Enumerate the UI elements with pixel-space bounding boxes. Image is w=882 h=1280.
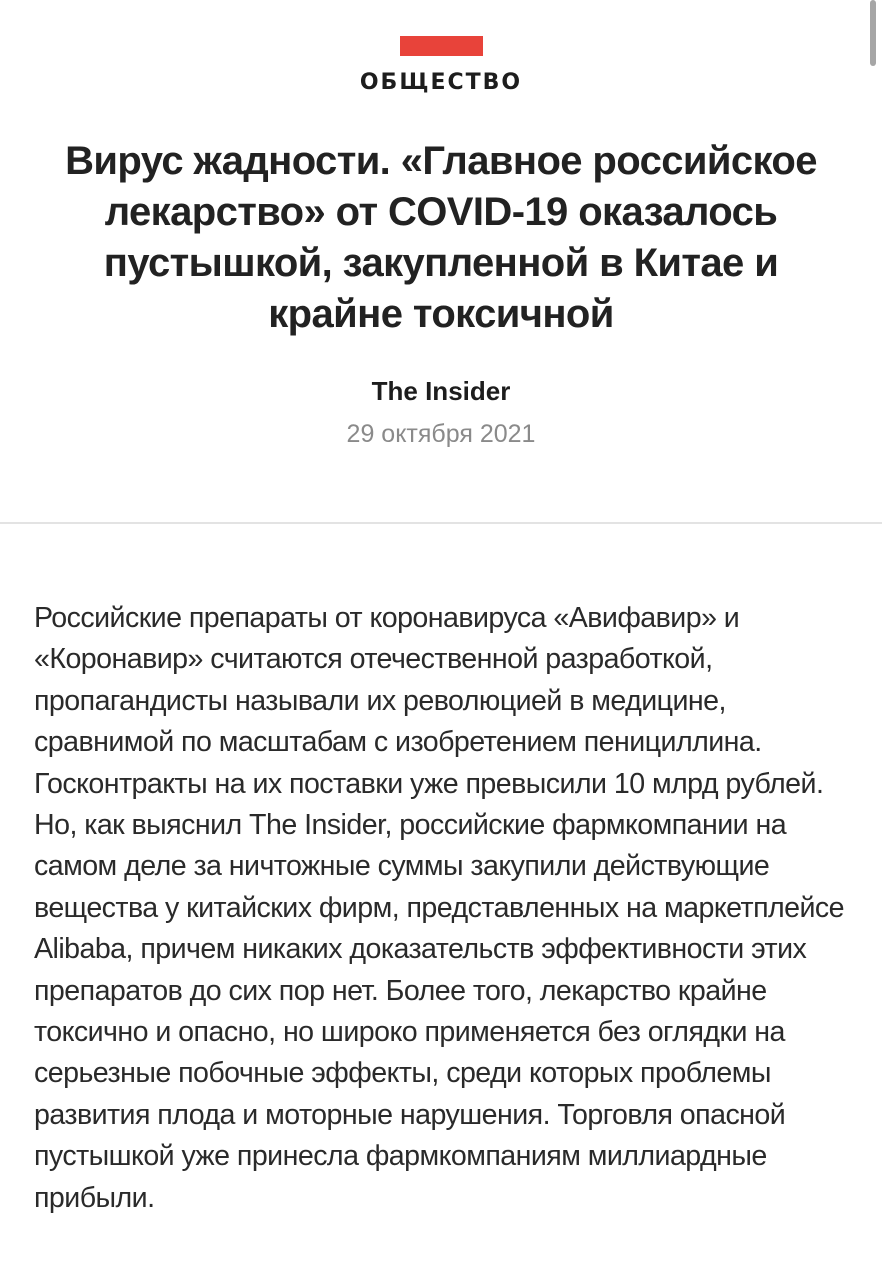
article-date: 29 октября 2021 <box>346 420 536 448</box>
rubric-link[interactable]: ОБЩЕСТВО <box>359 70 523 95</box>
article-headline: Вирус жадности. «Главное российское лекарство» от COVID-19 оказалось пустышкой, закупленной в Китае и крайне токсичной <box>65 139 817 336</box>
article-lead: Российские препараты от коронавируса «Авифавир» и «Коронавир» считаются отечественной разработкой, пропагандисты называли их революцией в медицине, сравнимой по масштабам с изобретением пенициллина. Госконтракты на их поставки уже превысили 10 млрд рублей. Но, как выяснил The Insider, российские фармкомпании на самом деле за ничтожные суммы закупили действующие вещества у китайских фирм, представленных на маркетплейсе Alibaba, причем никаких доказательств эффективности этих препаратов до сих пор нет. Более того, лекарство крайне токсично и опасно, но широко применяется без оглядки на серьезные побочные эффекты, среди которых проблемы развития плода и моторные нарушения. Торговля опасной пустышкой уже принесла фармкомпаниям миллиардные прибыли. <box>34 602 845 1214</box>
header-divider <box>0 522 882 524</box>
article-author[interactable]: The Insider <box>371 376 511 406</box>
rubric-accent-bar <box>400 36 483 56</box>
scrollbar[interactable] <box>870 0 876 66</box>
